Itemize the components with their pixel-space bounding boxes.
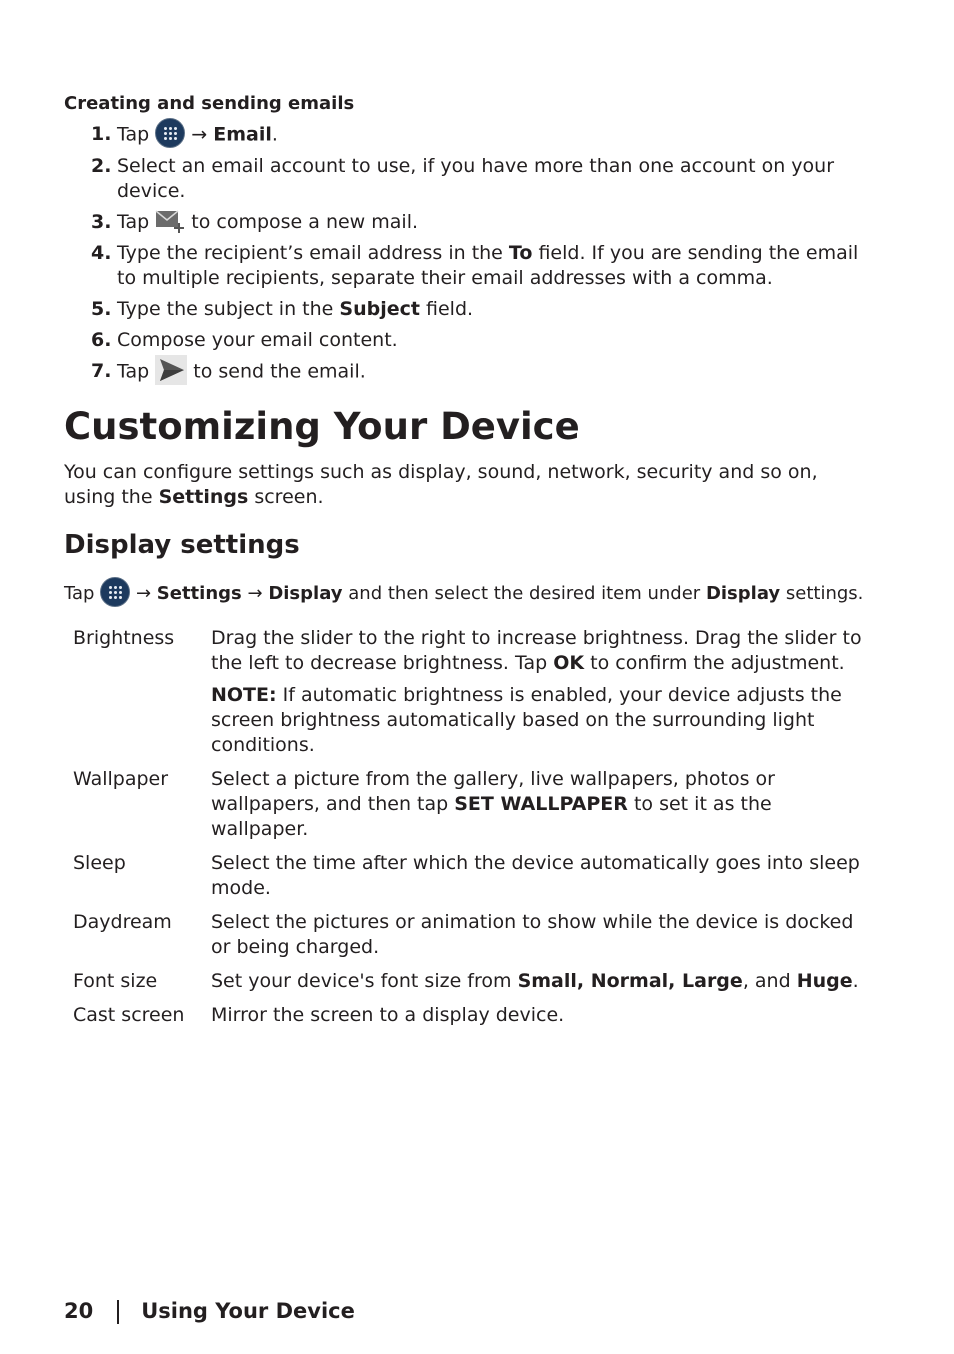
- step-number: 3.: [91, 211, 112, 233]
- send-icon: [155, 355, 187, 385]
- table-row: [64, 910, 864, 969]
- list-item: 2. Select an email account to use, if you have more than one account on your device.: [91, 155, 835, 202]
- list-item: 6. Compose your email content.: [91, 329, 398, 351]
- step-number: 2.: [91, 155, 112, 177]
- setting-name: Sleep: [73, 852, 126, 874]
- setting-name: Wallpaper: [73, 768, 169, 790]
- step-number: 1.: [91, 123, 112, 145]
- footer-divider: [117, 1300, 119, 1324]
- intro-paragraph: You can configure settings such as display, sound, network, security and so on, using the Settings screen.: [64, 461, 818, 508]
- table-row: [64, 767, 864, 851]
- setting-name: Daydream: [73, 911, 172, 933]
- setting-name: Brightness: [73, 627, 175, 649]
- setting-description: Select a picture from the gallery, live wallpapers, photos or wallpapers, and then tap SET WALLPAPER to set it as the wallpaper.: [211, 768, 775, 840]
- setting-description: Set your device's font size from Small, Normal, Large, and Huge.: [211, 970, 859, 992]
- setting-description: Drag the slider to the right to increase brightness. Drag the slider to the left to decrease brightness. Tap OK to confirm the adjustment. NOTE: If automatic brightness is enabled, your device adjusts the screen brightness automatically based on the surrounding light conditions.: [211, 626, 864, 767]
- step-number: 7.: [91, 360, 112, 382]
- table-row: [64, 851, 864, 910]
- footer-section-title: Using Your Device: [141, 1299, 355, 1323]
- setting-name: Cast screen: [73, 1004, 185, 1026]
- apps-launcher-icon: [100, 577, 130, 607]
- page-number: 20: [64, 1299, 94, 1323]
- page-footer: [64, 1299, 355, 1324]
- compose-mail-icon: [155, 208, 185, 234]
- list-item: 7. Tap to send the email.: [64, 359, 864, 385]
- table-row: [64, 1003, 864, 1037]
- list-item: 3. Tap to compose a new mail.: [64, 210, 864, 235]
- step-number: 4.: [91, 242, 112, 264]
- setting-name: Font size: [73, 970, 158, 992]
- apps-launcher-icon: [155, 118, 185, 148]
- email-steps-list: [64, 122, 864, 391]
- setting-description: Select the pictures or animation to show while the device is docked or being charged.: [211, 911, 854, 958]
- table-row: [64, 626, 864, 767]
- step-number: 5.: [91, 298, 112, 320]
- list-item: 5. Type the subject in the Subject field.: [91, 298, 474, 320]
- display-settings-heading: Display settings: [64, 530, 300, 560]
- step-number: 6.: [91, 329, 112, 351]
- display-instructions: Tap → Settings → Display and then select the desired item under Display settings.: [64, 580, 894, 608]
- section-heading: Creating and sending emails: [64, 93, 355, 114]
- page-title: Customizing Your Device: [64, 405, 580, 448]
- setting-description: Select the time after which the device automatically goes into sleep mode.: [211, 852, 860, 899]
- note: NOTE: If automatic brightness is enabled, your device adjusts the screen brightness automatically based on the surrounding light conditions.: [211, 684, 842, 756]
- table-row: [64, 969, 864, 1003]
- setting-description: Mirror the screen to a display device.: [211, 1004, 565, 1026]
- list-item: 4. Type the recipient’s email address in the To field. If you are sending the email to multiple recipients, separate their email addresses with a comma.: [91, 242, 859, 289]
- list-item: 1. Tap → Email.: [64, 122, 864, 148]
- display-settings-table: [64, 626, 864, 1037]
